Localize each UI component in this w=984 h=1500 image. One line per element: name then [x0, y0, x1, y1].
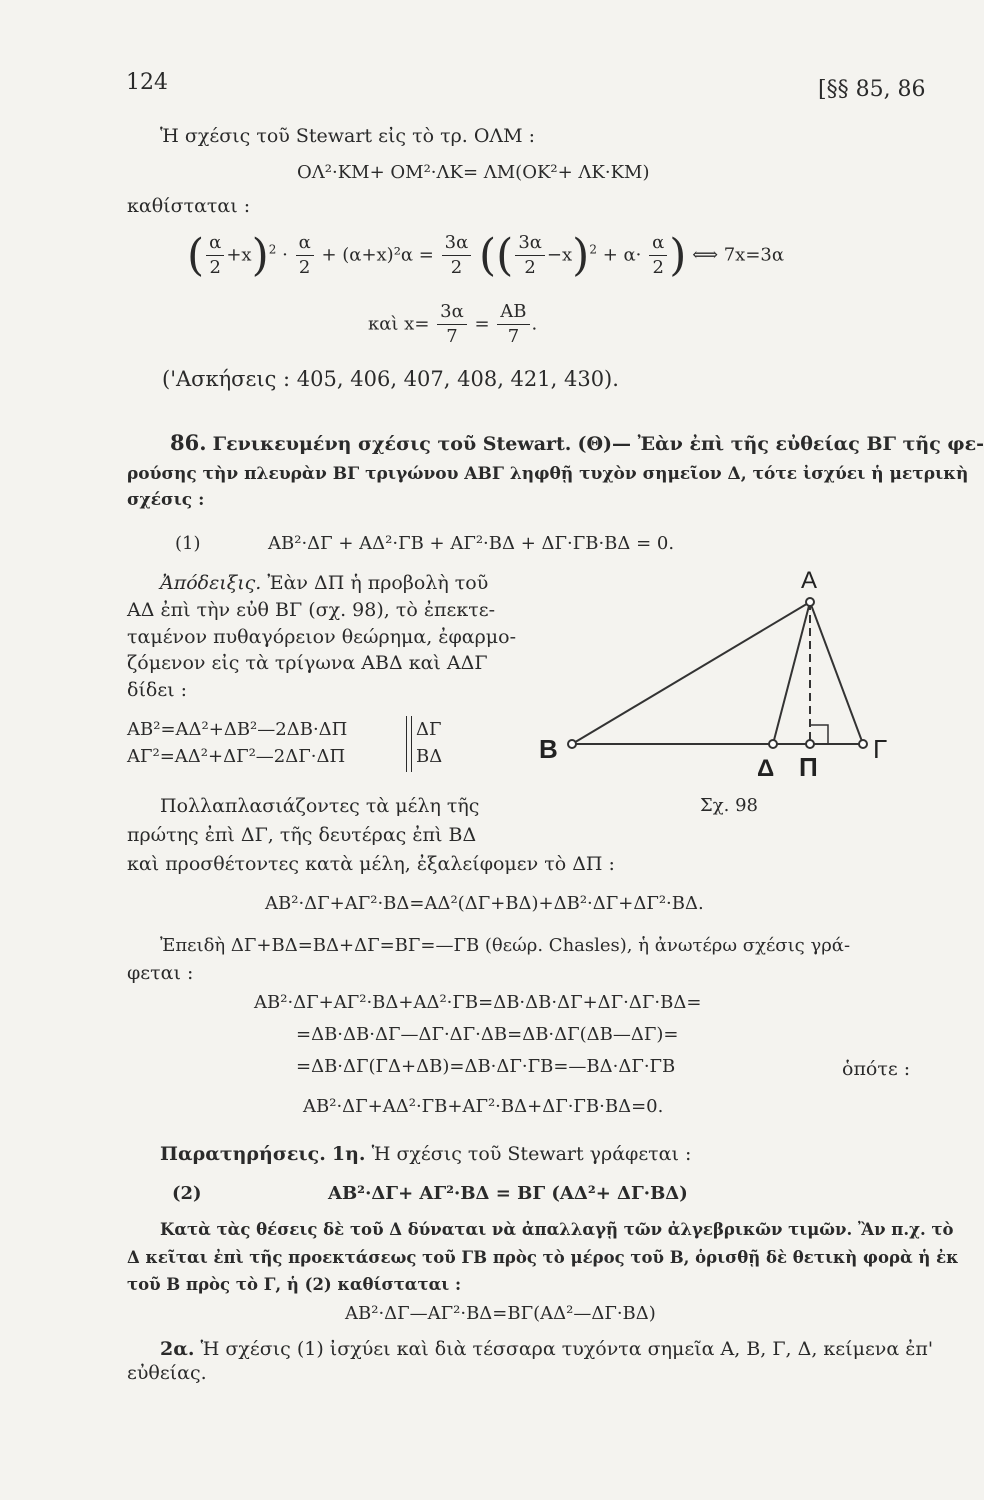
segment-ad [773, 602, 810, 744]
label-b: Β [539, 734, 558, 764]
chain-line-2: =ΔΒ·ΔΒ·ΔΓ—ΔΓ·ΔΓ·ΔΒ=ΔΒ·ΔΓ(ΔΒ—ΔΓ)= [296, 1024, 679, 1045]
theorem-line-3: σχέσις : [127, 490, 205, 510]
remark-2-line-2: εὐθείας. [127, 1362, 207, 1384]
x-value-equation: καὶ x= $\frac{3\alpha}{7}$ = $\frac{AB}{7}$ . [368, 301, 538, 347]
system-multiplier-2: ΒΔ [416, 746, 443, 767]
stewart-intro: Ἡ σχέσις τοῦ Stewart εἰς τὸ τρ. ΟΛΜ : [160, 125, 536, 147]
label-p: Π [799, 752, 818, 782]
becomes-label: καθίσταται : [127, 195, 251, 217]
point-g [859, 740, 867, 748]
remark-2-line-1: 2α. Ἡ σχέσις (1) ἰσχύει καὶ διὰ τέσσαρα τυχόντα σημεῖα Α, Β, Γ, Δ, κείμενα ἐπ' [160, 1338, 934, 1360]
label-d: Δ [757, 755, 775, 782]
point-p [806, 740, 814, 748]
label-a: Α [801, 567, 818, 594]
chain-line-3: =ΔΒ·ΔΓ(ΓΔ+ΔΒ)=ΔΒ·ΔΓ·ΓΒ=—ΒΔ·ΔΓ·ΓΒ [296, 1056, 676, 1077]
system-divider [406, 716, 412, 772]
exercises-reference: ('Ασκήσεις : 405, 406, 407, 408, 421, 430). [162, 367, 619, 391]
whence-label: ὁπότε : [842, 1058, 911, 1080]
multiply-line-3: καὶ προσθέτοντες κατὰ μέλη, ἐξαλείφομεν τὸ ΔΠ : [127, 853, 615, 875]
multiply-line-1: Πολλαπλασιάζοντες τὰ μέλη τῆς [160, 795, 480, 817]
proof-line-5: δίδει : [127, 679, 188, 701]
proof-line-2: ΑΔ ἐπὶ τὴν εὐθ ΒΓ (σχ. 98), τὸ ἐπεκτε- [127, 599, 496, 621]
since-line-2: φεται : [127, 962, 194, 984]
chain-line-1: ΑΒ²·ΔΓ+ΑΓ²·ΒΔ+ΑΔ²·ΓΒ=ΔΒ·ΔΒ·ΔΓ+ΔΓ·ΔΓ·ΒΔ= [254, 992, 702, 1013]
remarks-para-line-2: Δ κεῖται ἐπὶ τῆς προεκτάσεως τοῦ ΓΒ πρὸς τὸ μέρος τοῦ Β, ὁρισθῇ δὲ θετικὴ φορὰ ἡ ἐκ [127, 1248, 959, 1267]
point-a [806, 598, 814, 606]
point-b [568, 740, 576, 748]
side-ag [810, 602, 863, 744]
remarks-para-line-1: Κατὰ τὰς θέσεις δὲ τοῦ Δ δύναται νὰ ἀπαλλαγῇ τῶν ἀλγεβρικῶν τιμῶν. Ἂν π.χ. τὸ [160, 1220, 954, 1239]
proof-line-4: ζόμενον εἰς τὰ τρίγωνα ΑΒΔ καὶ ΑΔΓ [127, 652, 488, 674]
point-d [769, 740, 777, 748]
equation-2: ΑΒ²·ΔΓ+ ΑΓ²·ΒΔ = ΒΓ (ΑΔ²+ ΔΓ·ΒΔ) [328, 1183, 688, 1204]
since-line-1: Ἐπειδὴ ΔΓ+ΒΔ=ΒΔ+ΔΓ=ΒΓ=—ΓΒ (θεώρ. Chasles), ἡ ἀνωτέρω σχέσις γρά- [160, 935, 851, 956]
figure-98 [539, 567, 895, 810]
side-ab [572, 602, 810, 744]
system-equation-1: ΑΒ²=ΑΔ²+ΔΒ²—2ΔΒ·ΔΠ [127, 719, 348, 740]
page-number: 124 [126, 70, 168, 95]
system-multiplier-1: ΔΓ [416, 719, 442, 740]
chain-line-4: ΑΒ²·ΔΓ+ΑΔ²·ΓΒ+ΑΓ²·ΒΔ+ΔΓ·ΓΒ·ΒΔ=0. [303, 1096, 664, 1117]
theorem-line-2: ρούσης τὴν πλευρὰν ΒΓ τριγώνου ΑΒΓ ληφθῇ τυχὸν σημεῖον Δ, τότε ἰσχύει ἡ μετρικὴ [127, 464, 969, 484]
remarks-heading: Παρατηρήσεις. 1η. Ἡ σχέσις τοῦ Stewart γράφεται : [160, 1143, 692, 1165]
equation-1: ΑΒ²·ΔΓ + ΑΔ²·ΓΒ + ΑΓ²·ΒΔ + ΔΓ·ΓΒ·ΒΔ = 0. [268, 533, 675, 554]
equation-2-label: (2) [172, 1183, 202, 1204]
equation-after-addition: ΑΒ²·ΔΓ+ΑΓ²·ΒΔ=ΑΔ²(ΔΓ+ΒΔ)+ΔΒ²·ΔΓ+ΔΓ²·ΒΔ. [265, 893, 704, 914]
equation-3: ΑΒ²·ΔΓ—ΑΓ²·ΒΔ=ΒΓ(ΑΔ²—ΔΓ·ΒΔ) [345, 1303, 656, 1324]
figure-caption: Σχ. 98 [700, 795, 758, 816]
stewart-equation-1: ΟΛ²·ΚΜ+ ΟΜ²·ΛΚ= ΛΜ(ΟΚ²+ ΛΚ·ΚΜ) [297, 162, 650, 183]
section-reference: [§§ 85, 86 [818, 77, 926, 102]
proof-line-3: ταμένον πυθαγόρειον θεώρημα, ἐφαρμο- [127, 626, 516, 648]
multiply-line-2: πρώτης ἐπὶ ΔΓ, τῆς δευτέρας ἐπὶ ΒΔ [127, 824, 477, 846]
remarks-para-line-3: τοῦ Β πρὸς τὸ Γ, ἡ (2) καθίσταται : [127, 1275, 462, 1294]
label-g: Γ [873, 734, 888, 764]
expanded-equation: ( $\frac{\alpha}{2}$ +x)$^2$ · $\frac{\alpha}{2}$ + (α+x)²α = $\frac{3\alpha}{2}$ (( $\frac{3\alpha}{2}$ −x)$^2$ + α· $\frac{\alpha}{2}$ ) ⟺ 7x=3α [187, 230, 785, 281]
section-86-heading: 86. Γενικευμένη σχέσις τοῦ Stewart. (Θ)— Ἐὰν ἐπὶ τῆς εὐθείας ΒΓ τῆς φε- [170, 430, 984, 455]
proof-line-1: Ἀπόδειξις. Ἐὰν ΔΠ ἡ προβολὴ τοῦ [160, 572, 489, 594]
system-equation-2: ΑΓ²=ΑΔ²+ΔΓ²—2ΔΓ·ΔΠ [127, 746, 346, 767]
equation-1-label: (1) [175, 533, 201, 554]
